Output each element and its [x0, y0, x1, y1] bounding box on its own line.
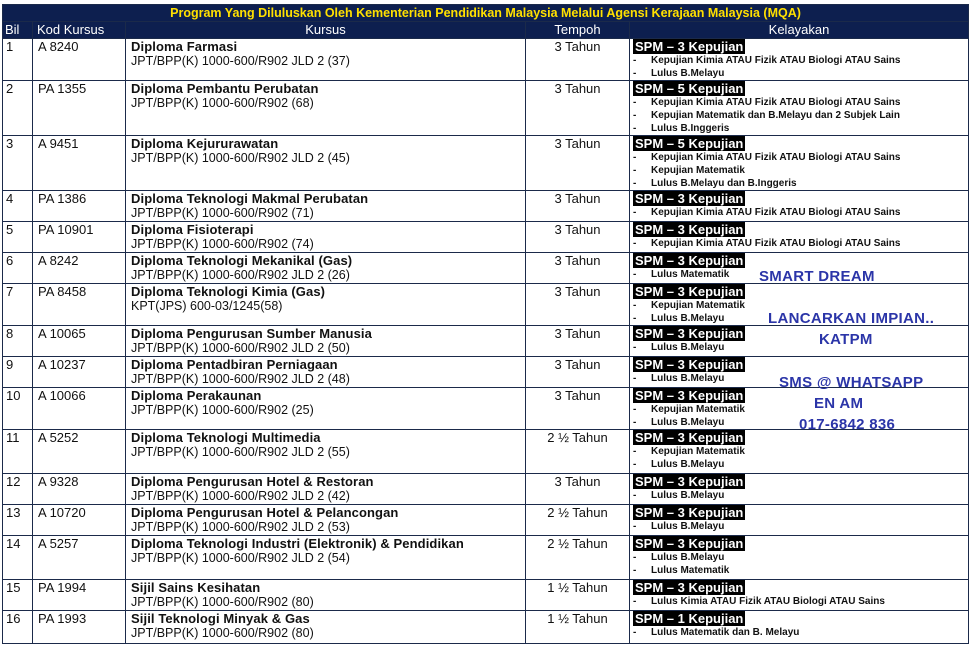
requirement-text: Lulus Kimia ATAU Fizik ATAU Biologi ATAU Sains — [651, 596, 885, 607]
spm-requirement-badge: SPM – 3 Kepujian — [635, 357, 744, 372]
header-kod-kursus: Kod Kursus — [33, 22, 126, 39]
row-kod-kursus: PA 1994 — [33, 580, 126, 611]
requirement-item — [633, 595, 968, 608]
row-kursus — [126, 580, 526, 611]
row-kelayakan — [630, 81, 969, 136]
row-kelayakan — [630, 430, 969, 474]
course-reference: JPT/BPP(K) 1000-600/R902 JLD 2 (26) — [131, 268, 350, 282]
requirement-item — [633, 445, 968, 458]
bullet-dash: - — [633, 552, 637, 563]
table-row — [3, 136, 969, 191]
row-bil: 11 — [3, 430, 33, 474]
spm-requirement-badge: SPM – 3 Kepujian — [635, 505, 744, 520]
course-name: Diploma Teknologi Industri (Elektronik) & Pendidikan — [131, 536, 464, 551]
requirement-item — [633, 206, 968, 219]
row-kelayakan — [630, 326, 969, 357]
row-kod-kursus: A 5252 — [33, 430, 126, 474]
overlay-text: EN AM — [814, 395, 864, 412]
bullet-dash: - — [633, 68, 637, 79]
row-kursus — [126, 253, 526, 284]
overlay-text: KATPM — [819, 331, 873, 348]
bullet-dash: - — [633, 269, 637, 280]
requirement-text: Kepujian Matematik — [651, 165, 745, 176]
table-row — [3, 430, 969, 474]
spm-requirement-badge: SPM – 3 Kepujian — [635, 580, 744, 595]
course-name: Diploma Pengurusan Hotel & Restoran — [131, 474, 374, 489]
row-kursus — [126, 136, 526, 191]
row-tempoh: 1 ½ Tahun — [526, 611, 630, 644]
course-name: Diploma Farmasi — [131, 39, 238, 54]
row-kursus — [126, 536, 526, 580]
table-row — [3, 536, 969, 580]
requirement-text: Lulus B.Melayu — [651, 459, 725, 470]
bullet-dash: - — [633, 110, 637, 121]
overlay-text: SMART DREAM — [759, 268, 875, 285]
bullet-dash: - — [633, 300, 637, 311]
row-tempoh: 3 Tahun — [526, 388, 630, 430]
bullet-dash: - — [633, 417, 637, 428]
row-kod-kursus: A 10237 — [33, 357, 126, 388]
row-tempoh: 2 ½ Tahun — [526, 505, 630, 536]
requirement-text: Lulus B.Melayu — [651, 521, 725, 532]
row-kod-kursus: A 9328 — [33, 474, 126, 505]
row-bil: 5 — [3, 222, 33, 253]
row-kursus — [126, 388, 526, 430]
row-kursus — [126, 611, 526, 644]
bullet-dash: - — [633, 178, 637, 189]
spm-requirement-badge: SPM – 5 Kepujian — [635, 81, 744, 96]
row-tempoh: 3 Tahun — [526, 357, 630, 388]
row-kod-kursus: A 10065 — [33, 326, 126, 357]
row-kursus — [126, 39, 526, 81]
course-reference: KPT(JPS) 600-03/1245(58) — [131, 299, 283, 313]
course-reference: JPT/BPP(K) 1000-600/R902 JLD 2 (37) — [131, 54, 350, 68]
requirement-item — [633, 626, 968, 639]
overlay-text: LANCARKAN IMPIAN.. — [768, 310, 935, 327]
course-reference: JPT/BPP(K) 1000-600/R902 (80) — [131, 626, 314, 640]
row-kod-kursus: PA 1386 — [33, 191, 126, 222]
row-tempoh: 1 ½ Tahun — [526, 580, 630, 611]
requirement-item — [633, 403, 968, 416]
requirement-text: Kepujian Matematik — [651, 300, 745, 311]
row-tempoh: 3 Tahun — [526, 81, 630, 136]
requirement-text: Kepujian Kimia ATAU Fizik ATAU Biologi ATAU Sains — [651, 207, 901, 218]
requirement-text: Kepujian Matematik dan B.Melayu dan 2 Subjek Lain — [651, 110, 900, 121]
course-name: Diploma Kejururawatan — [131, 136, 279, 151]
course-reference: JPT/BPP(K) 1000-600/R902 JLD 2 (50) — [131, 341, 350, 355]
requirement-item — [633, 458, 968, 471]
table-row — [3, 191, 969, 222]
requirement-text: Kepujian Kimia ATAU Fizik ATAU Biologi ATAU Sains — [651, 238, 901, 249]
header-kelayakan: Kelayakan — [630, 22, 969, 39]
bullet-dash: - — [633, 446, 637, 457]
requirement-item — [633, 67, 968, 80]
header-kursus: Kursus — [126, 22, 526, 39]
spm-requirement-badge: SPM – 3 Kepujian — [635, 284, 744, 299]
requirement-item — [633, 96, 968, 109]
course-reference: JPT/BPP(K) 1000-600/R902 JLD 2 (42) — [131, 489, 350, 503]
bullet-dash: - — [633, 97, 637, 108]
row-kursus — [126, 430, 526, 474]
row-kelayakan — [630, 474, 969, 505]
requirement-item — [633, 151, 968, 164]
row-kelayakan — [630, 39, 969, 81]
bullet-dash: - — [633, 565, 637, 576]
bullet-dash: - — [633, 313, 637, 324]
row-bil: 8 — [3, 326, 33, 357]
row-kelayakan — [630, 505, 969, 536]
requirement-item — [633, 54, 968, 67]
header-bil: Bil — [3, 22, 33, 39]
requirement-item — [633, 551, 968, 564]
course-name: Sijil Teknologi Minyak & Gas — [131, 611, 310, 626]
course-name: Diploma Perakaunan — [131, 388, 262, 403]
row-bil: 6 — [3, 253, 33, 284]
requirement-text: Lulus B.Melayu dan B.Inggeris — [651, 178, 797, 189]
row-bil: 4 — [3, 191, 33, 222]
requirement-text: Lulus B.Melayu — [651, 490, 725, 501]
course-reference: JPT/BPP(K) 1000-600/R902 JLD 2 (53) — [131, 520, 350, 534]
bullet-dash: - — [633, 459, 637, 470]
row-kursus — [126, 191, 526, 222]
row-bil: 10 — [3, 388, 33, 430]
row-bil: 1 — [3, 39, 33, 81]
row-kursus — [126, 284, 526, 326]
requirement-item — [633, 237, 968, 250]
requirement-text: Lulus B.Inggeris — [651, 123, 730, 134]
course-reference: JPT/BPP(K) 1000-600/R902 (80) — [131, 595, 314, 609]
spm-requirement-badge: SPM – 3 Kepujian — [635, 326, 744, 341]
requirement-text: Kepujian Kimia ATAU Fizik ATAU Biologi ATAU Sains — [651, 55, 901, 66]
course-name: Diploma Teknologi Makmal Perubatan — [131, 191, 369, 206]
row-kod-kursus: PA 10901 — [33, 222, 126, 253]
requirement-text: Kepujian Kimia ATAU Fizik ATAU Biologi ATAU Sains — [651, 97, 901, 108]
course-reference: JPT/BPP(K) 1000-600/R902 JLD 2 (54) — [131, 551, 350, 565]
bullet-dash: - — [633, 165, 637, 176]
row-kod-kursus: A 8242 — [33, 253, 126, 284]
spm-requirement-badge: SPM – 3 Kepujian — [635, 39, 744, 54]
requirement-text: Lulus Matematik — [651, 269, 730, 280]
requirement-item — [633, 564, 968, 577]
header-tempoh: Tempoh — [526, 22, 630, 39]
row-kursus — [126, 357, 526, 388]
row-tempoh: 3 Tahun — [526, 326, 630, 357]
spm-requirement-badge: SPM – 3 Kepujian — [635, 388, 744, 403]
course-reference: JPT/BPP(K) 1000-600/R902 (74) — [131, 237, 314, 251]
table-row — [3, 474, 969, 505]
course-name: Diploma Pembantu Perubatan — [131, 81, 319, 96]
row-tempoh: 2 ½ Tahun — [526, 536, 630, 580]
course-reference: JPT/BPP(K) 1000-600/R902 (25) — [131, 403, 314, 417]
course-name: Sijil Sains Kesihatan — [131, 580, 261, 595]
row-tempoh: 3 Tahun — [526, 136, 630, 191]
row-tempoh: 3 Tahun — [526, 39, 630, 81]
row-kod-kursus: PA 1355 — [33, 81, 126, 136]
requirement-text: Lulus B.Melayu — [651, 342, 725, 353]
course-reference: JPT/BPP(K) 1000-600/R902 (71) — [131, 206, 314, 220]
row-kod-kursus: A 9451 — [33, 136, 126, 191]
bullet-dash: - — [633, 342, 637, 353]
table-row — [3, 611, 969, 644]
requirement-item — [633, 489, 968, 502]
row-kelayakan — [630, 191, 969, 222]
spm-requirement-badge: SPM – 3 Kepujian — [635, 191, 744, 206]
row-kod-kursus: A 10066 — [33, 388, 126, 430]
bullet-dash: - — [633, 404, 637, 415]
row-kod-kursus: PA 8458 — [33, 284, 126, 326]
row-kod-kursus: A 10720 — [33, 505, 126, 536]
requirement-item — [633, 520, 968, 533]
bullet-dash: - — [633, 373, 637, 384]
course-name: Diploma Pengurusan Sumber Manusia — [131, 326, 372, 341]
row-kod-kursus: A 8240 — [33, 39, 126, 81]
row-kelayakan — [630, 611, 969, 644]
requirement-item — [633, 164, 968, 177]
spm-requirement-badge: SPM – 3 Kepujian — [635, 536, 744, 551]
bullet-dash: - — [633, 238, 637, 249]
bullet-dash: - — [633, 152, 637, 163]
row-kursus — [126, 222, 526, 253]
bullet-dash: - — [633, 490, 637, 501]
requirement-item — [633, 341, 968, 354]
bullet-dash: - — [633, 123, 637, 134]
row-bil: 9 — [3, 357, 33, 388]
table-row — [3, 222, 969, 253]
course-reference: JPT/BPP(K) 1000-600/R902 JLD 2 (45) — [131, 151, 350, 165]
requirement-item — [633, 177, 968, 190]
requirement-text: Lulus B.Melayu — [651, 552, 725, 563]
requirement-item — [633, 109, 968, 122]
row-tempoh: 3 Tahun — [526, 284, 630, 326]
row-kelayakan — [630, 222, 969, 253]
requirement-text: Lulus B.Melayu — [651, 373, 725, 384]
requirement-text: Kepujian Matematik — [651, 404, 745, 415]
overlay-text: SMS @ WHATSAPP — [779, 374, 924, 391]
row-kursus — [126, 81, 526, 136]
row-kelayakan — [630, 580, 969, 611]
row-tempoh: 2 ½ Tahun — [526, 430, 630, 474]
row-kursus — [126, 474, 526, 505]
row-bil: 12 — [3, 474, 33, 505]
requirement-text: Lulus Matematik — [651, 565, 730, 576]
course-name: Diploma Pentadbiran Perniagaan — [131, 357, 338, 372]
requirement-text: Kepujian Kimia ATAU Fizik ATAU Biologi ATAU Sains — [651, 152, 901, 163]
row-bil: 2 — [3, 81, 33, 136]
row-kursus — [126, 326, 526, 357]
table-title: Program Yang Diluluskan Oleh Kementerian Pendidikan Malaysia Melalui Agensi Kerajaan Malaysia (MQA) — [3, 5, 969, 22]
spm-requirement-badge: SPM – 5 Kepujian — [635, 136, 744, 151]
table-row — [3, 505, 969, 536]
requirement-item — [633, 122, 968, 135]
table-row — [3, 39, 969, 81]
bullet-dash: - — [633, 596, 637, 607]
course-name: Diploma Fisioterapi — [131, 222, 254, 237]
course-reference: JPT/BPP(K) 1000-600/R902 (68) — [131, 96, 314, 110]
requirement-text: Lulus B.Melayu — [651, 417, 725, 428]
course-reference: JPT/BPP(K) 1000-600/R902 JLD 2 (48) — [131, 372, 350, 386]
row-kod-kursus: PA 1993 — [33, 611, 126, 644]
requirement-text: Kepujian Matematik — [651, 446, 745, 457]
bullet-dash: - — [633, 627, 637, 638]
spm-requirement-badge: SPM – 3 Kepujian — [635, 430, 744, 445]
row-bil: 15 — [3, 580, 33, 611]
bullet-dash: - — [633, 521, 637, 532]
row-kelayakan — [630, 136, 969, 191]
spm-requirement-badge: SPM – 3 Kepujian — [635, 474, 744, 489]
row-bil: 3 — [3, 136, 33, 191]
table-row — [3, 81, 969, 136]
row-bil: 13 — [3, 505, 33, 536]
bullet-dash: - — [633, 207, 637, 218]
course-reference: JPT/BPP(K) 1000-600/R902 JLD 2 (55) — [131, 445, 350, 459]
course-name: Diploma Teknologi Multimedia — [131, 430, 321, 445]
course-name: Diploma Teknologi Kimia (Gas) — [131, 284, 326, 299]
course-name: Diploma Teknologi Mekanikal (Gas) — [131, 253, 353, 268]
spm-requirement-badge: SPM – 3 Kepujian — [635, 253, 744, 268]
row-tempoh: 3 Tahun — [526, 253, 630, 284]
row-kursus — [126, 505, 526, 536]
requirement-text: Lulus B.Melayu — [651, 313, 725, 324]
row-bil: 7 — [3, 284, 33, 326]
row-bil: 14 — [3, 536, 33, 580]
bullet-dash: - — [633, 55, 637, 66]
row-bil: 16 — [3, 611, 33, 644]
row-kod-kursus: A 5257 — [33, 536, 126, 580]
overlay-text: 017-6842 836 — [799, 416, 896, 433]
course-name: Diploma Pengurusan Hotel & Pelancongan — [131, 505, 399, 520]
row-tempoh: 3 Tahun — [526, 474, 630, 505]
spm-requirement-badge: SPM – 1 Kepujian — [635, 611, 744, 626]
requirement-text: Lulus Matematik dan B. Melayu — [651, 627, 800, 638]
row-tempoh: 3 Tahun — [526, 222, 630, 253]
row-tempoh: 3 Tahun — [526, 191, 630, 222]
row-kelayakan — [630, 536, 969, 580]
table-row — [3, 580, 969, 611]
requirement-text: Lulus B.Melayu — [651, 68, 725, 79]
spm-requirement-badge: SPM – 3 Kepujian — [635, 222, 744, 237]
